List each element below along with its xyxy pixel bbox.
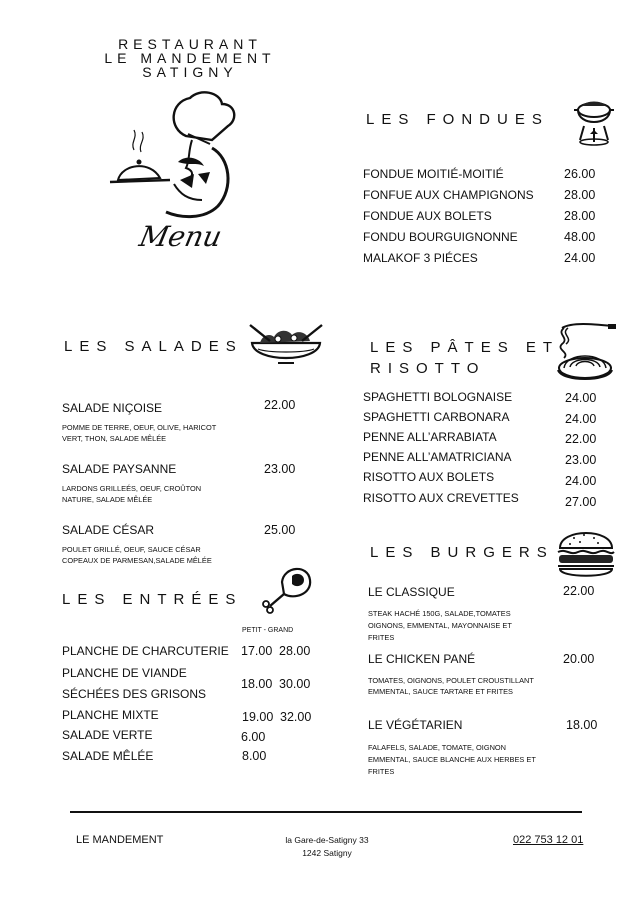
footer-address-line1: la Gare-de-Satigny 33: [285, 835, 369, 845]
burger-icon: [554, 526, 618, 580]
salade-desc-2a: LARDONS GRILLEÉS, OEUF, CROÛTON: [62, 484, 202, 493]
salade-desc-2b: NATURE, SALADE MÊLÉE: [62, 495, 153, 504]
salade-item-2: SALADE PAYSANNE: [62, 462, 177, 476]
entree-price-small-1: 17.00: [241, 644, 273, 658]
entree-price-large-2: 30.00: [279, 677, 311, 691]
entree-price-small-3: 19.00: [242, 710, 274, 724]
burger-desc-3b: EMMENTAL, SAUCE BLANCHE AUX HERBES ET: [368, 755, 536, 764]
entree-item-1: PLANCHE DE CHARCUTERIE: [62, 644, 229, 658]
footer-divider: [70, 811, 582, 813]
footer-phone-link[interactable]: 022 753 12 01: [513, 834, 584, 846]
pates-title-line1: LES PÂTES ET: [370, 339, 560, 356]
fondue-item-2: FONFUE AUX CHAMPIGNONS: [363, 188, 534, 202]
burger-desc-3a: FALAFELS, SALADE, TOMATE, OIGNON: [368, 743, 506, 752]
fondue-price-3: 28.00: [564, 209, 596, 223]
salade-item-3: SALADE CÉSAR: [62, 523, 155, 537]
pates-item-4: PENNE ALL’AMATRICIANA: [363, 450, 512, 464]
fondue-price-4: 48.00: [564, 230, 596, 244]
pates-item-5: RISOTTO AUX BOLETS: [363, 470, 495, 484]
menu-script-logo: Menu: [136, 220, 225, 253]
burger-desc-1b: OIGNONS, EMMENTAL, MAYONNAISE ET: [368, 621, 512, 630]
size-header: PETIT - GRAND: [242, 627, 294, 634]
entree-item-2b: SÉCHÉES DES GRISONS: [62, 687, 207, 701]
pates-price-3: 22.00: [565, 432, 597, 446]
salade-price-3: 25.00: [264, 523, 296, 537]
ham-leg-icon: [258, 562, 312, 614]
pates-price-1: 24.00: [565, 391, 597, 405]
pates-title-line2: RISOTTO: [370, 360, 486, 377]
salades-title: LES SALADES: [64, 338, 243, 355]
footer-address: [262, 834, 392, 860]
entrees-title: LES ENTRÉES: [62, 591, 243, 608]
salade-desc-1b: VERT, THON, SALADE MÊLÉE: [62, 434, 167, 443]
entree-price-small-4: 6.00: [241, 730, 266, 744]
burger-desc-2b: EMMENTAL, SAUCE TARTARE ET FRITES: [368, 687, 513, 696]
burger-item-3: LE VÉGÉTARIEN: [368, 718, 463, 732]
fondue-price-2: 28.00: [564, 188, 596, 202]
burger-item-2: LE CHICKEN PANÉ: [368, 652, 476, 666]
fondues-title: LES FONDUES: [366, 111, 549, 128]
burger-desc-1a: STEAK HACHÉ 150G, SALADE,TOMATES: [368, 609, 511, 618]
fondue-price-1: 26.00: [564, 167, 596, 181]
pates-price-6: 27.00: [565, 495, 597, 509]
burger-price-1: 22.00: [563, 584, 595, 598]
burger-price-3: 18.00: [566, 718, 598, 732]
spaghetti-plate-icon: [552, 322, 618, 382]
fondue-item-4: FONDU BOURGUIGNONNE: [363, 230, 518, 244]
salade-price-2: 23.00: [264, 462, 296, 476]
pates-item-3: PENNE ALL’ARRABIATA: [363, 430, 497, 444]
pates-price-5: 24.00: [565, 474, 597, 488]
footer-restaurant-name: LE MANDEMENT: [76, 834, 164, 846]
entree-price-large-1: 28.00: [279, 644, 311, 658]
entree-price-large-3: 32.00: [280, 710, 312, 724]
fondue-item-3: FONDUE AUX BOLETS: [363, 209, 492, 223]
entree-item-2a: PLANCHE DE VIANDE: [62, 666, 187, 680]
restaurant-label: RESTAURANT: [118, 36, 262, 52]
fondue-item-5: MALAKOF 3 PIÉCES: [363, 251, 478, 265]
entree-item-3: PLANCHE MIXTE: [62, 708, 159, 722]
pates-item-6: RISOTTO AUX CREVETTES: [363, 491, 519, 505]
salade-desc-3a: POULET GRILLÉ, OEUF, SAUCE CÉSAR: [62, 545, 201, 554]
burger-desc-2a: TOMATES, OIGNONS, POULET CROUSTILLANT: [368, 676, 534, 685]
burger-desc-3c: FRITES: [368, 767, 395, 776]
pates-item-2: SPAGHETTI CARBONARA: [363, 410, 510, 424]
salad-bowl-icon: [248, 323, 324, 369]
restaurant-name: LE MANDEMENT: [104, 50, 276, 66]
burger-item-1: LE CLASSIQUE: [368, 585, 455, 599]
entree-price-small-2: 18.00: [241, 677, 273, 691]
footer-address-line2: 1242 Satigny: [302, 848, 352, 858]
entree-price-small-5: 8.00: [242, 749, 267, 763]
pates-item-1: SPAGHETTI BOLOGNAISE: [363, 390, 513, 404]
burgers-title: LES BURGERS: [370, 544, 554, 561]
salade-item-1: SALADE NIÇOISE: [62, 401, 163, 415]
entree-item-4: SALADE VERTE: [62, 728, 153, 742]
fondue-price-5: 24.00: [564, 251, 596, 265]
pates-price-4: 23.00: [565, 453, 597, 467]
fondue-pot-icon: [570, 96, 618, 148]
burger-desc-1c: FRITES: [368, 633, 395, 642]
salade-price-1: 22.00: [264, 398, 296, 412]
entree-item-5: SALADE MÊLÉE: [62, 749, 154, 763]
restaurant-town: SATIGNY: [142, 64, 238, 80]
salade-desc-1a: POMME DE TERRE, OEUF, OLIVE, HARICOT: [62, 423, 217, 432]
fondue-item-1: FONDUE MOITIÉ-MOITIÉ: [363, 167, 504, 181]
burger-price-2: 20.00: [563, 652, 595, 666]
pates-price-2: 24.00: [565, 412, 597, 426]
salade-desc-3b: COPEAUX DE PARMESAN,SALADE MÊLÉE: [62, 556, 212, 565]
